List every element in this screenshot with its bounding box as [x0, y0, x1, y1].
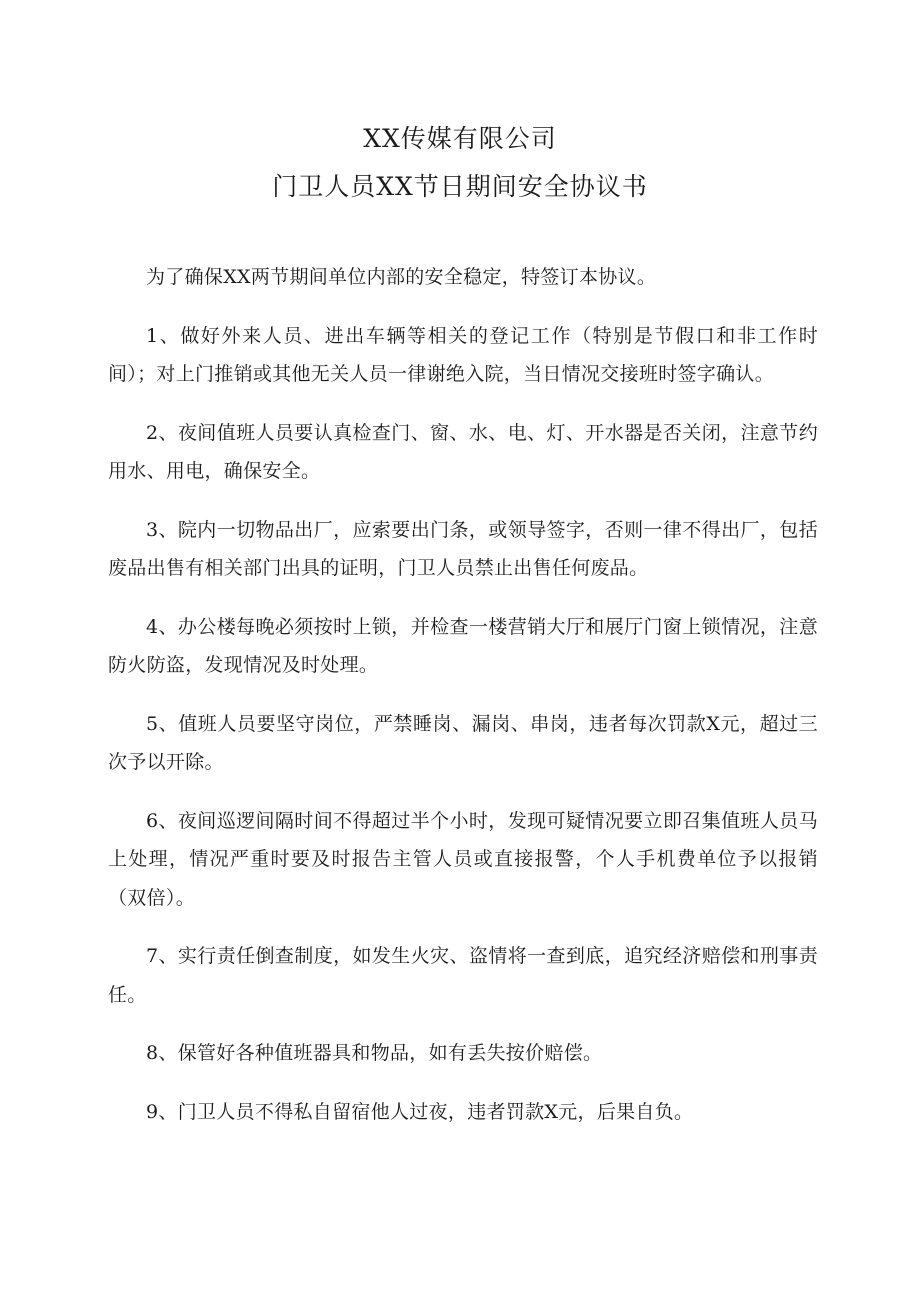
clause-4: 4、办公楼每晚必须按时上锁，并检查一楼营销大厅和展厅门窗上锁情况，注意防火防盗，发现情况及时处理。: [108, 615, 818, 676]
clause-8: 8、保管好各种值班器具和物品，如有丢失按价赔偿。: [146, 1042, 603, 1064]
clause-6: 6、夜间巡逻间隔时间不得超过半个小时，发现可疑情况要立即召集值班人员马上处理，情况严重时要及时报告主管人员或直接报警，个人手机费单位予以报销（双倍）。: [108, 809, 818, 909]
clause-2: 2、夜间值班人员要认真检查门、窗、水、电、灯、开水器是否关闭，注意节约用水、用电，确保安全。: [108, 421, 818, 482]
company-name: XX传媒有限公司: [363, 124, 557, 153]
clause-9: 9、门卫人员不得私自留宿他人过夜，违者罚款X元，后果自负。: [146, 1100, 694, 1123]
clause-3: 3、院内一切物品出厂，应索要出门条，或领导签字，否则一律不得出厂，包括废品出售有相关部门出具的证明，门卫人员禁止出售任何废品。: [108, 518, 818, 579]
clause-1: 1、做好外来人员、进出车辆等相关的登记工作（特别是节假口和非工作时间）；对上门推销或其他无关人员一律谢绝入院，当日情况交接班时签字确认。: [108, 324, 818, 385]
clause-7: 7、实行责任倒查制度，如发生火灾、盗情将一查到底，追究经济赔偿和刑事责任。: [108, 945, 818, 1006]
clause-5: 5、值班人员要坚守岗位，严禁睡岗、漏岗、串岗，违者每次罚款X元，超过三次予以开除。: [108, 712, 818, 773]
intro-paragraph: 为了确保XX两节期间单位内部的安全稳定，特签订本协议。: [146, 266, 657, 288]
document-title: 门卫人员XX节日期间安全协议书: [272, 172, 648, 201]
document-body: [108, 258, 818, 1151]
